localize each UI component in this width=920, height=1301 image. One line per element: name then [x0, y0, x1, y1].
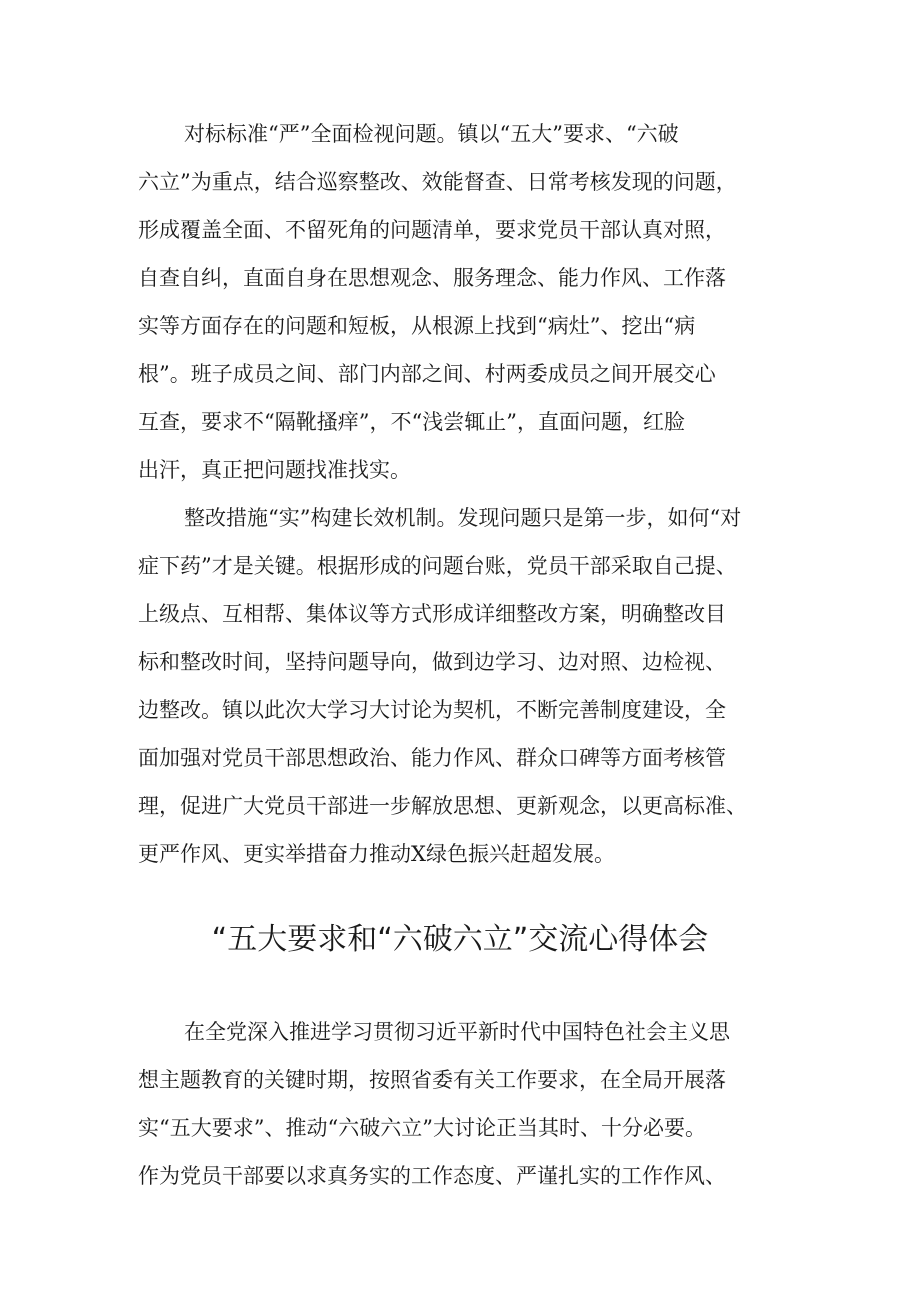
text-line: 整改措施“实”构建长效机制。发现问题只是第一步，如何“对: [184, 506, 742, 530]
text-line: 实等方面存在的问题和短板，从根源上找到“病灶”、挖出“病: [138, 314, 696, 338]
text-line: 出汗，真正把问题找准找实。: [138, 458, 411, 482]
text-line: 边整改。镇以此次大学习大讨论为契机，不断完善制度建设，全: [138, 698, 726, 722]
text-line: 实“五大要求”、推动“六破六立”大讨论正当其时、十分必要。: [138, 1116, 706, 1140]
text-line: 更严作风、更实举措奋力推动X绿色振兴赶超发展。: [138, 842, 615, 866]
text-line: 根”。班子成员之间、部门内部之间、村两委成员之间开展交心: [138, 362, 716, 386]
text-line: 理，促进广大党员干部进一步解放思想、更新观念，以更高标准、: [138, 794, 747, 818]
text-line: 自查自纠，直面自身在思想观念、服务理念、能力作风、工作落: [138, 266, 726, 290]
text-line: 面加强对党员干部思想政治、能力作风、群众口碑等方面考核管: [138, 746, 726, 770]
text-line: 互查，要求不“隔靴搔痒”，不“浅尝辄止”，直面问题，红脸: [138, 410, 685, 434]
paragraph-self-examination: [138, 110, 798, 494]
paragraph-rectification: [138, 494, 798, 878]
text-line: 上级点、互相帮、集体议等方式形成详细整改方案，明确整改目: [138, 602, 726, 626]
paragraph-introduction: [138, 1008, 798, 1200]
text-line: 在全党深入推进学习贯彻习近平新时代中国特色社会主义思: [184, 1020, 730, 1044]
text-line: 症下药”才是关键。根据形成的问题台账，党员干部采取自己提、: [138, 554, 737, 578]
text-line: 标和整改时间，坚持问题导向，做到边学习、边对照、边检视、: [138, 650, 726, 674]
text-line: 对标标准“严”全面检视问题。镇以“五大”要求、“六破: [184, 122, 679, 146]
section-title: “五大要求和“六破六立”交流心得体会: [211, 922, 709, 957]
text-line: 形成覆盖全面、不留死角的问题清单，要求党员干部认真对照，: [138, 218, 726, 242]
text-line: 想主题教育的关键时期，按照省委有关工作要求，在全局开展落: [138, 1068, 726, 1092]
text-line: 六立”为重点，结合巡察整改、效能督查、日常考核发现的问题，: [138, 170, 737, 194]
text-line: 作为党员干部要以求真务实的工作态度、严谨扎实的工作作风、: [138, 1164, 726, 1188]
